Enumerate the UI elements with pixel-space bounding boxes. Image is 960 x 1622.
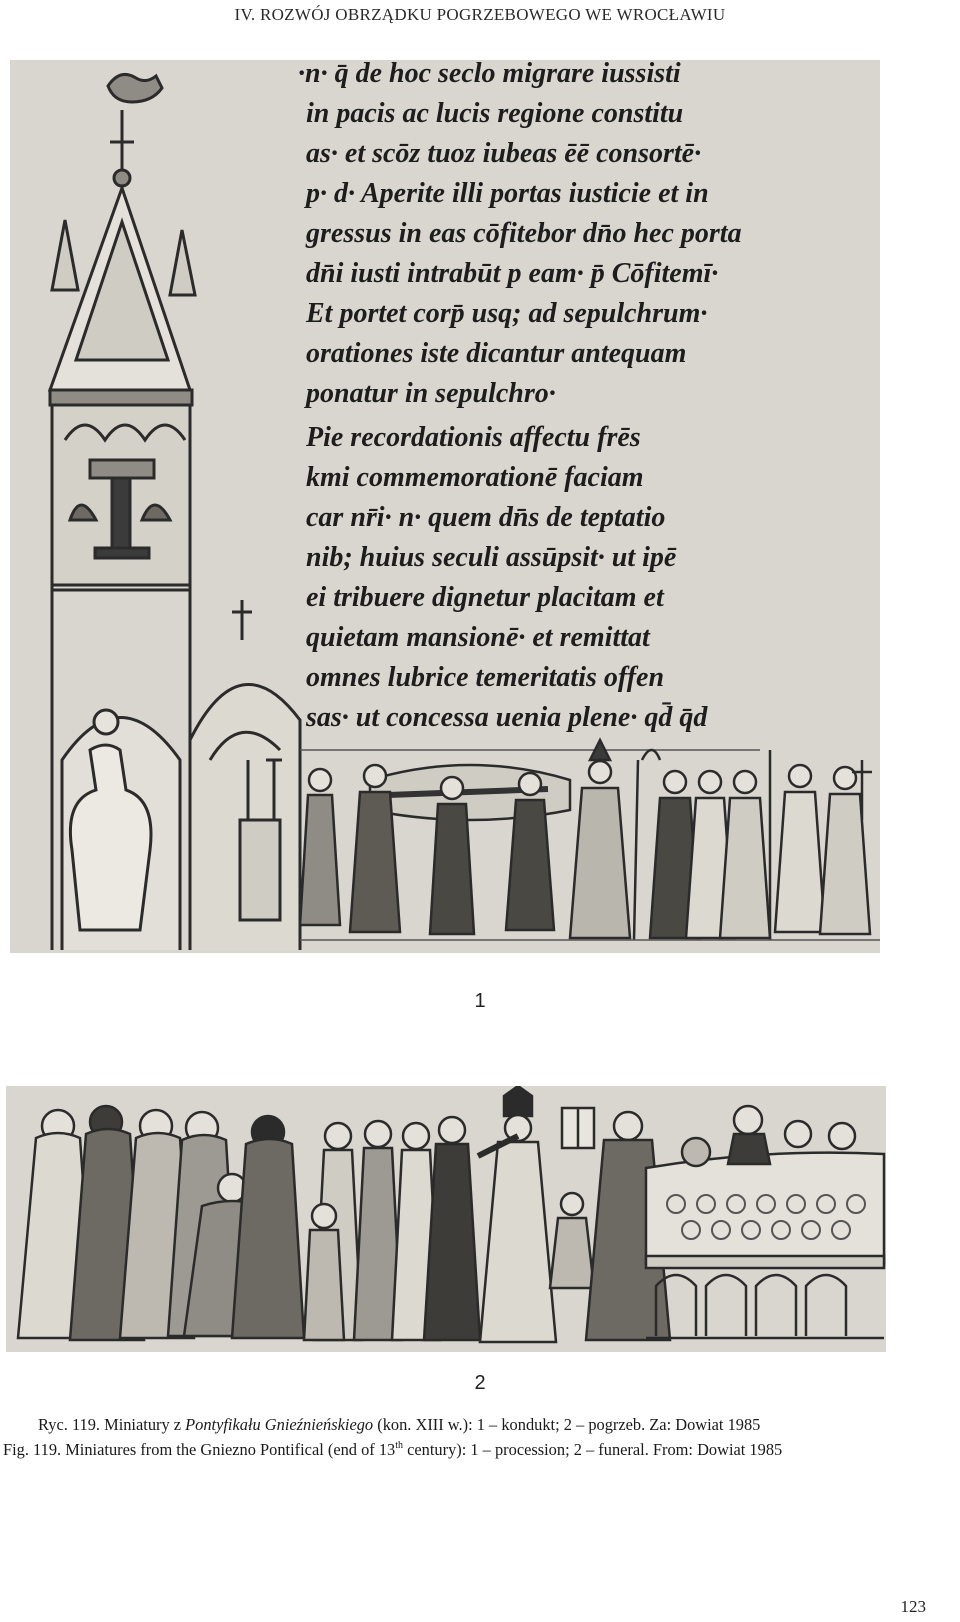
manuscript-line: orationes iste dicantur antequam	[306, 338, 687, 369]
manuscript-line: omnes lubrice temeritatis offen	[306, 662, 665, 693]
manuscript-line: in pacis ac lucis regione constitu	[306, 98, 684, 129]
manuscript-line: Pie recordationis affectu frēs	[306, 422, 641, 453]
caption-polish-title: Pontyfikału Gnieźnieńskiego	[185, 1415, 374, 1434]
manuscript-line: sas· ut concessa uenia plene· qd̄ q̄d	[306, 702, 708, 733]
plate-number-1: 1	[474, 990, 486, 1012]
miniature-funeral	[6, 1086, 886, 1352]
manuscript-line: Et portet corp̄ usq; ad sepulchrum·	[306, 298, 708, 329]
manuscript-line: gressus in eas cōfitebor dn̄o hec porta	[306, 218, 742, 249]
manuscript-line: p· d· Aperite illi portas iusticie et in	[306, 178, 709, 209]
manuscript-line: kmi commemorationē faciam	[306, 462, 644, 493]
caption-english-rest: century): 1 – procession; 2 – funeral. From: Dowiat 1985	[403, 1440, 783, 1459]
caption-english	[3, 1440, 782, 1460]
caption-english-sup: th	[395, 1440, 404, 1451]
manuscript-line: dn̄i iusti intrabūt p eam· p̄ Cōfitemī·	[306, 258, 719, 289]
manuscript-line: ·n· q̄ de hoc seclo migrare iussisti	[298, 60, 681, 89]
manuscript-line: as· et scōz tuoz iubeas ēē consortē·	[306, 138, 702, 169]
page-number: 123	[900, 1597, 926, 1616]
plate-number-2: 2	[474, 1372, 486, 1394]
manuscript-line: quietam mansionē· et remittat	[306, 622, 650, 653]
manuscript-line: nib; huius seculi assūpsit· ut ipē	[306, 542, 677, 573]
caption-english-lead: Fig. 119. Miniatures from the Gniezno Pontifical (end of 13	[3, 1440, 396, 1459]
miniature-procession	[10, 60, 880, 953]
running-head: IV. ROZWÓJ OBRZĄDKU POGRZEBOWEGO WE WROCŁAWIU	[234, 5, 726, 24]
manuscript-line: ponatur in sepulchro·	[306, 378, 556, 409]
caption-polish	[38, 1415, 760, 1435]
manuscript-line: car nr̄i· n· quem dn̄s de teptatio	[306, 502, 666, 533]
manuscript-line: ei tribuere dignetur placitam et	[306, 582, 664, 613]
caption-polish-lead: Ryc. 119. Miniatury z	[38, 1415, 186, 1434]
caption-polish-rest: (kon. XIII w.): 1 – kondukt; 2 – pogrzeb. Za: Dowiat 1985	[373, 1415, 761, 1434]
